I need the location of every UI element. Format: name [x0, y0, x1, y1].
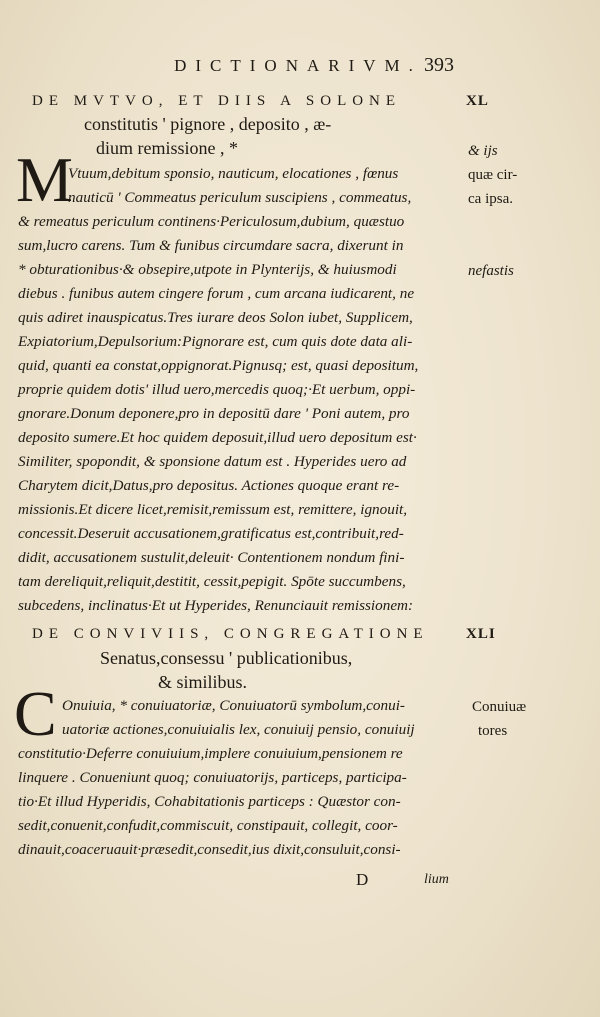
margin-note: nefastis: [468, 263, 514, 279]
section-subtitle-xl-2: dium remissione , *: [96, 138, 238, 158]
folio-number: 393: [424, 54, 454, 76]
drop-cap-m: M: [16, 144, 73, 215]
text-line: linquere . Conueniunt quoq; conuiuatorijs, particeps, participa-: [18, 769, 407, 786]
text-line: nauticū ' Commeatus periculum suscipiens , commeatus,: [68, 189, 412, 206]
section-number-xli: XLI: [466, 626, 496, 642]
catchword: lium: [424, 872, 449, 887]
text-line: constitutio·Deferre conuiuium,implere conuiuium,pensionem re: [18, 745, 403, 762]
signature-mark: D: [356, 870, 369, 889]
text-line: subcedens, inclinatus·Et ut Hyperides, Renunciauit remissionem:: [18, 597, 414, 614]
text-line: tam dereliquit,reliquit,destitit, cessit,pepigit. Spōte succumbens,: [18, 573, 406, 590]
running-title: DICTIONARIVM.: [174, 56, 422, 75]
text-line: Similiter, spopondit, & sponsione datum est . Hyperides uero ad: [18, 453, 407, 470]
margin-note: Conuiuæ: [472, 699, 527, 715]
text-line: * obturationibus·& obsepire,utpote in Plynterijs, & huiusmodi: [18, 261, 397, 278]
margin-note: & ijs: [468, 143, 498, 159]
text-line: tio·Et illud Hyperidis, Cohabitationis particeps : Quæstor con-: [18, 793, 401, 810]
text-line: deposito sumere.Et hoc quidem deposuit,illud uero depositum est·: [18, 429, 417, 446]
text-line: didit, accusationem sustulit,deleuit· Contentionem nondum fini-: [18, 549, 405, 566]
text-line: quis adiret inauspicatus.Tres iurare deos Solon iubet, Supplicem,: [18, 309, 413, 326]
text-line: quid, quanti ea constat,oppignorat.Pignusq; est, quasi depositum,: [18, 357, 419, 374]
text-line: diebus . funibus autem cingere forum , cum arcana iudicarent, ne: [18, 285, 415, 302]
section-heading-xli: DE CONVIVIIS, CONGREGATIONE: [32, 626, 429, 642]
text-line: sum,lucro carens. Tum & funibus circumdare sacra, dixerunt in: [18, 237, 404, 254]
text-line: dinauit,coaceruauit·præsedit,consedit,ius dixit,consuluit,consi-: [18, 841, 401, 858]
text-line: Charytem dicit,Datus,pro depositus. Actiones quoque erant re-: [18, 477, 400, 494]
section-subtitle-xl-1: constitutis ' pignore , deposito , æ-: [84, 114, 332, 134]
text-line: proprie quidem dotis' illud uero,mercedis quoq;·Et uerbum, oppi-: [18, 381, 416, 398]
section-heading-xl: DE MVTVO, ET DIIS A SOLONE: [32, 93, 402, 109]
text-line: gnorare.Donum deponere,pro in depositū dare ' Poni autem, pro: [18, 405, 410, 422]
text-line: Vtuum,debitum sponsio, nauticum, elocationes , fœnus: [68, 165, 399, 182]
section-number-xl: XL: [466, 93, 489, 109]
text-line: missionis.Et dicere licet,remisit,remissum est, remittere, ignouit,: [18, 501, 408, 518]
margin-note: quæ cir-: [468, 167, 518, 183]
margin-note: ca ipsa.: [468, 191, 513, 207]
margin-note: tores: [478, 723, 508, 739]
drop-cap-c: C: [14, 678, 57, 749]
section-subtitle-xli-1: Senatus,consessu ' publicationibus,: [100, 648, 353, 668]
text-line: concessit.Deseruit accusationem,gratificatus est,contribuit,red-: [18, 525, 404, 542]
text-line: uatoriæ actiones,conuiuialis lex, conuiuij pensio, conuiuij: [62, 721, 415, 738]
text-line: & remeatus periculum continens·Periculosum,dubium, quæstuo: [18, 213, 405, 230]
section-subtitle-xli-2: & similibus.: [158, 672, 248, 692]
text-line: Onuiuia, * conuiuatoriæ, Conuiuatorū symbolum,conui-: [62, 697, 405, 714]
text-line: Expiatorium,Depulsorium:Pignorare est, cum quis dote data ali-: [18, 333, 413, 350]
text-line: sedit,conuenit,confudit,commiscuit, constipauit, collegit, coor-: [18, 817, 398, 834]
